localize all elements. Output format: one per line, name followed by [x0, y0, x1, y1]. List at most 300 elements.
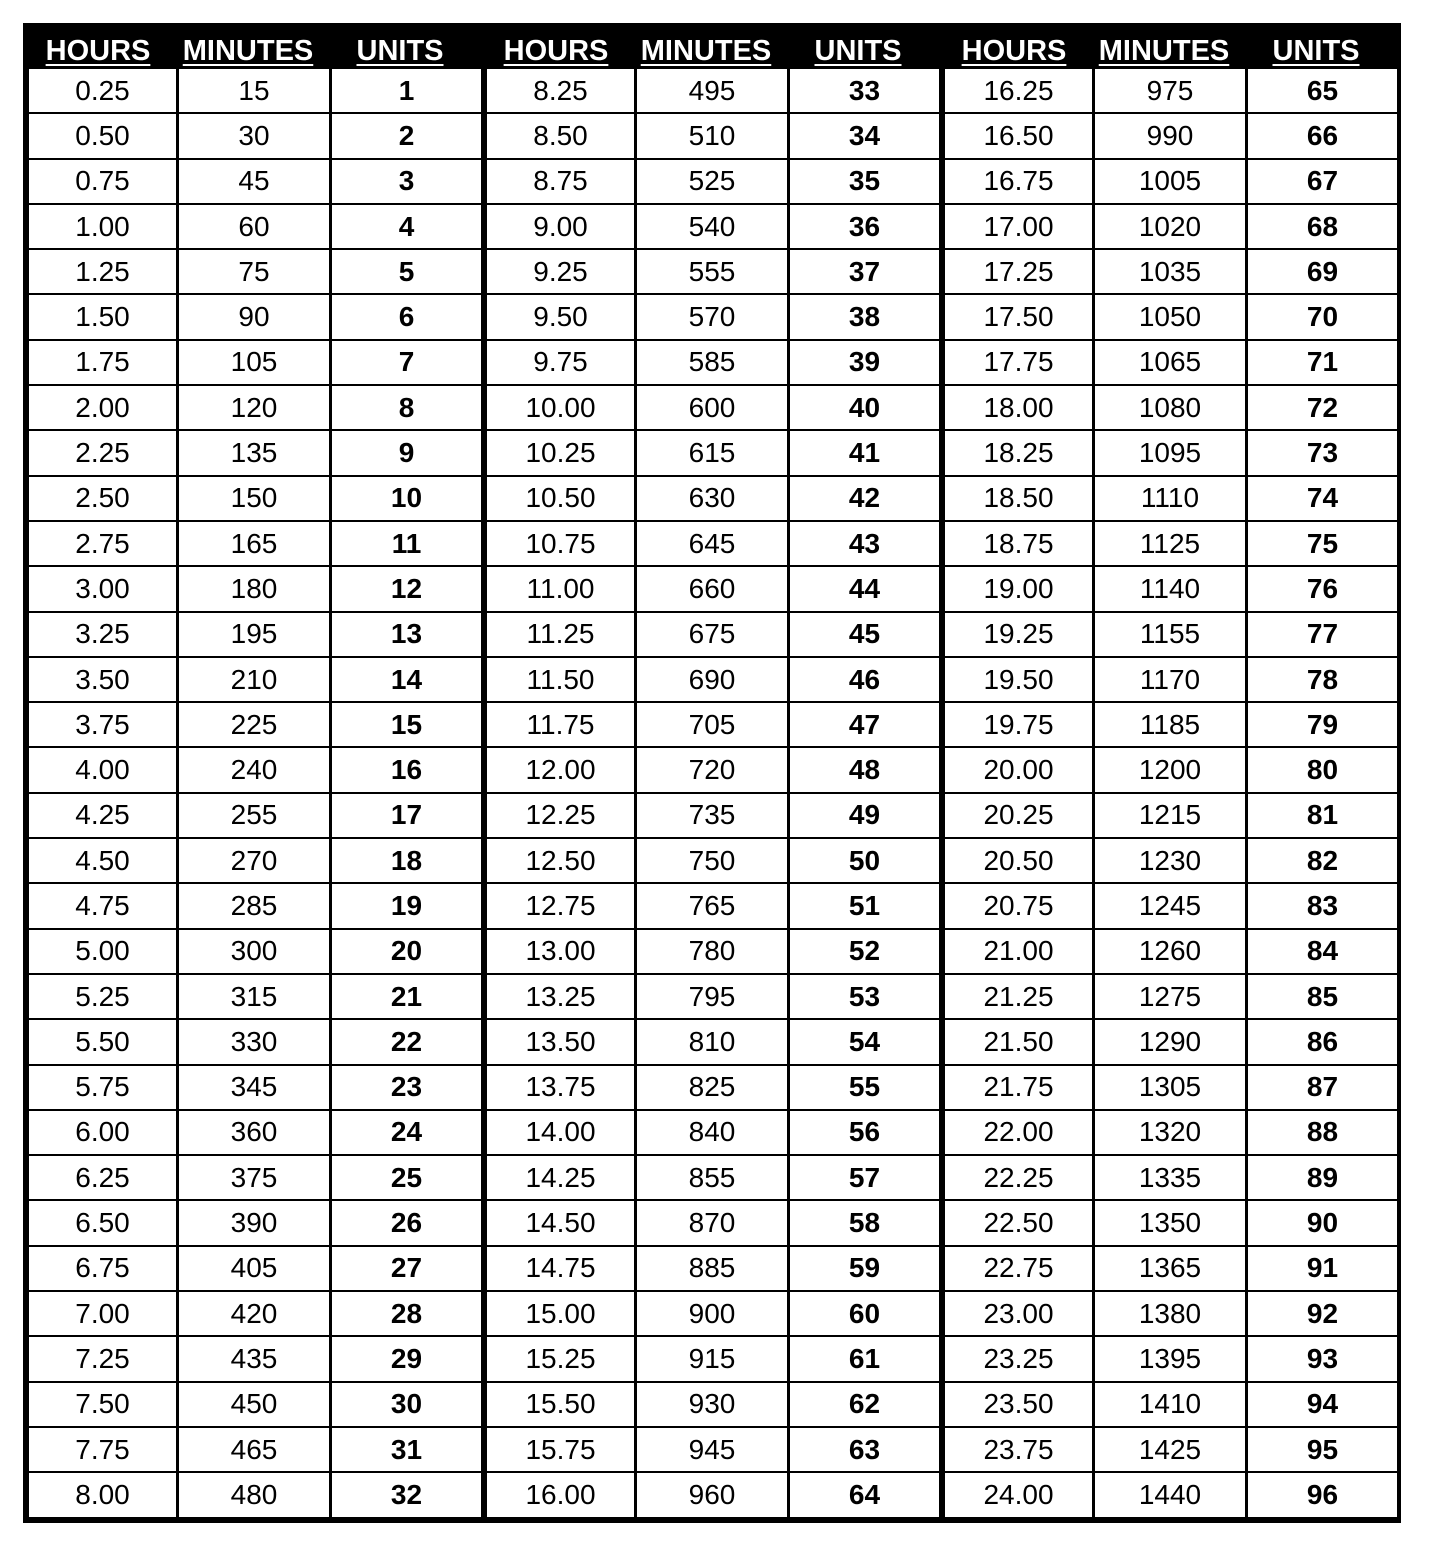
minutes-cell: 450 [179, 1383, 329, 1426]
minutes-cell: 405 [179, 1247, 329, 1290]
units-cell: 61 [790, 1337, 939, 1380]
hours-cell: 22.00 [945, 1111, 1092, 1154]
minutes-cell: 1215 [1095, 794, 1245, 837]
minutes-cell: 915 [637, 1337, 787, 1380]
hours-cell: 10.00 [487, 386, 634, 429]
units-cell: 96 [1248, 1473, 1397, 1516]
minutes-cell: 1245 [1095, 884, 1245, 927]
table-body [487, 69, 939, 1517]
units-cell: 64 [790, 1473, 939, 1516]
minutes-cell: 1005 [1095, 160, 1245, 203]
minutes-cell: 525 [637, 160, 787, 203]
hours-cell: 17.00 [945, 205, 1092, 248]
units-cell: 32 [332, 1473, 481, 1516]
units-cell: 46 [790, 658, 939, 701]
units-cell: 34 [790, 114, 939, 157]
minutes-cell: 765 [637, 884, 787, 927]
units-cell: 57 [790, 1156, 939, 1199]
hours-cell: 21.25 [945, 975, 1092, 1018]
minutes-cell: 615 [637, 431, 787, 474]
units-cell: 60 [790, 1292, 939, 1335]
minutes-cell: 1440 [1095, 1473, 1245, 1516]
hours-cell: 0.75 [29, 160, 176, 203]
units-header: UNITS [356, 35, 444, 67]
units-cell: 49 [790, 794, 939, 837]
minutes-cell: 990 [1095, 114, 1245, 157]
minutes-cell: 1410 [1095, 1383, 1245, 1426]
hours-cell: 9.25 [487, 250, 634, 293]
units-cell: 13 [332, 613, 481, 656]
hours-cell: 9.75 [487, 341, 634, 384]
hours-cell: 3.50 [29, 658, 176, 701]
hours-cell: 17.50 [945, 295, 1092, 338]
minutes-cell: 30 [179, 114, 329, 157]
units-cell: 11 [332, 522, 481, 565]
minutes-cell: 705 [637, 703, 787, 746]
hours-cell: 18.50 [945, 477, 1092, 520]
hours-cell: 7.00 [29, 1292, 176, 1335]
minutes-cell: 465 [179, 1428, 329, 1471]
units-cell: 66 [1248, 114, 1397, 157]
hours-cell: 8.50 [487, 114, 634, 157]
hours-cell: 18.00 [945, 386, 1092, 429]
hours-cell: 17.75 [945, 341, 1092, 384]
minutes-header: MINUTES [182, 35, 314, 67]
units-cell: 20 [332, 930, 481, 973]
header-row [939, 23, 1393, 69]
hours-cell: 22.25 [945, 1156, 1092, 1199]
units-cell: 78 [1248, 658, 1397, 701]
units-cell: 21 [332, 975, 481, 1018]
units-cell: 30 [332, 1383, 481, 1426]
units-cell: 16 [332, 748, 481, 791]
hours-cell: 11.25 [487, 613, 634, 656]
hours-cell: 6.25 [29, 1156, 176, 1199]
minutes-cell: 1320 [1095, 1111, 1245, 1154]
units-cell: 70 [1248, 295, 1397, 338]
hours-cell: 11.50 [487, 658, 634, 701]
hours-cell: 4.50 [29, 839, 176, 882]
units-cell: 4 [332, 205, 481, 248]
minutes-cell: 1065 [1095, 341, 1245, 384]
hours-cell: 7.75 [29, 1428, 176, 1471]
hours-cell: 12.75 [487, 884, 634, 927]
units-cell: 59 [790, 1247, 939, 1290]
minutes-cell: 555 [637, 250, 787, 293]
units-cell: 83 [1248, 884, 1397, 927]
minutes-cell: 735 [637, 794, 787, 837]
hours-cell: 13.75 [487, 1066, 634, 1109]
hours-cell: 3.75 [29, 703, 176, 746]
hours-cell: 2.25 [29, 431, 176, 474]
hours-header: HOURS [503, 35, 609, 67]
minutes-cell: 315 [179, 975, 329, 1018]
units-cell: 3 [332, 160, 481, 203]
units-cell: 39 [790, 341, 939, 384]
hours-cell: 9.50 [487, 295, 634, 338]
units-cell: 73 [1248, 431, 1397, 474]
minutes-cell: 1335 [1095, 1156, 1245, 1199]
hours-cell: 5.25 [29, 975, 176, 1018]
hours-cell: 16.50 [945, 114, 1092, 157]
minutes-cell: 900 [637, 1292, 787, 1335]
minutes-cell: 675 [637, 613, 787, 656]
minutes-cell: 345 [179, 1066, 329, 1109]
minutes-cell: 825 [637, 1066, 787, 1109]
minutes-cell: 645 [637, 522, 787, 565]
units-cell: 93 [1248, 1337, 1397, 1380]
units-cell: 18 [332, 839, 481, 882]
units-cell: 42 [790, 477, 939, 520]
minutes-cell: 1140 [1095, 567, 1245, 610]
hours-cell: 10.75 [487, 522, 634, 565]
hours-cell: 10.25 [487, 431, 634, 474]
minutes-cell: 690 [637, 658, 787, 701]
minutes-cell: 1155 [1095, 613, 1245, 656]
units-cell: 43 [790, 522, 939, 565]
minutes-cell: 1110 [1095, 477, 1245, 520]
hours-cell: 5.00 [29, 930, 176, 973]
units-cell: 36 [790, 205, 939, 248]
minutes-cell: 1095 [1095, 431, 1245, 474]
minutes-header: MINUTES [640, 35, 772, 67]
hours-cell: 8.25 [487, 69, 634, 112]
units-cell: 56 [790, 1111, 939, 1154]
minutes-cell: 240 [179, 748, 329, 791]
hours-cell: 12.50 [487, 839, 634, 882]
units-cell: 63 [790, 1428, 939, 1471]
hours-cell: 7.25 [29, 1337, 176, 1380]
minutes-cell: 960 [637, 1473, 787, 1516]
hours-cell: 23.25 [945, 1337, 1092, 1380]
hours-cell: 13.50 [487, 1020, 634, 1063]
units-cell: 17 [332, 794, 481, 837]
units-cell: 12 [332, 567, 481, 610]
hours-cell: 0.25 [29, 69, 176, 112]
units-cell: 87 [1248, 1066, 1397, 1109]
minutes-cell: 1350 [1095, 1201, 1245, 1244]
minutes-cell: 120 [179, 386, 329, 429]
minutes-cell: 1395 [1095, 1337, 1245, 1380]
minutes-cell: 375 [179, 1156, 329, 1199]
hours-cell: 13.00 [487, 930, 634, 973]
minutes-cell: 795 [637, 975, 787, 1018]
units-header: UNITS [814, 35, 902, 67]
minutes-cell: 105 [179, 341, 329, 384]
units-cell: 22 [332, 1020, 481, 1063]
units-cell: 58 [790, 1201, 939, 1244]
minutes-cell: 270 [179, 839, 329, 882]
minutes-cell: 45 [179, 160, 329, 203]
header-row [23, 23, 477, 69]
minutes-cell: 1290 [1095, 1020, 1245, 1063]
units-cell: 81 [1248, 794, 1397, 837]
units-cell: 79 [1248, 703, 1397, 746]
units-cell: 35 [790, 160, 939, 203]
units-cell: 94 [1248, 1383, 1397, 1426]
minutes-cell: 90 [179, 295, 329, 338]
minutes-cell: 165 [179, 522, 329, 565]
table-block-3 [939, 23, 1393, 1523]
units-cell: 68 [1248, 205, 1397, 248]
hours-cell: 17.25 [945, 250, 1092, 293]
hours-cell: 4.00 [29, 748, 176, 791]
minutes-cell: 225 [179, 703, 329, 746]
minutes-cell: 330 [179, 1020, 329, 1063]
hours-cell: 8.75 [487, 160, 634, 203]
hours-cell: 7.50 [29, 1383, 176, 1426]
hours-cell: 16.00 [487, 1473, 634, 1516]
hours-cell: 21.75 [945, 1066, 1092, 1109]
minutes-cell: 360 [179, 1111, 329, 1154]
table-body [29, 69, 481, 1517]
minutes-cell: 1200 [1095, 748, 1245, 791]
minutes-cell: 435 [179, 1337, 329, 1380]
hours-cell: 8.00 [29, 1473, 176, 1516]
hours-cell: 0.50 [29, 114, 176, 157]
units-cell: 69 [1248, 250, 1397, 293]
conversion-table [23, 23, 1401, 1523]
minutes-cell: 540 [637, 205, 787, 248]
hours-cell: 2.50 [29, 477, 176, 520]
hours-cell: 3.00 [29, 567, 176, 610]
hours-header: HOURS [961, 35, 1067, 67]
units-cell: 23 [332, 1066, 481, 1109]
minutes-cell: 855 [637, 1156, 787, 1199]
hours-cell: 21.50 [945, 1020, 1092, 1063]
minutes-cell: 1125 [1095, 522, 1245, 565]
units-cell: 71 [1248, 341, 1397, 384]
minutes-cell: 135 [179, 431, 329, 474]
units-cell: 40 [790, 386, 939, 429]
minutes-cell: 810 [637, 1020, 787, 1063]
hours-cell: 1.50 [29, 295, 176, 338]
hours-cell: 12.25 [487, 794, 634, 837]
hours-cell: 23.75 [945, 1428, 1092, 1471]
hours-cell: 22.50 [945, 1201, 1092, 1244]
minutes-cell: 510 [637, 114, 787, 157]
units-cell: 24 [332, 1111, 481, 1154]
units-cell: 31 [332, 1428, 481, 1471]
minutes-cell: 1170 [1095, 658, 1245, 701]
units-cell: 41 [790, 431, 939, 474]
units-cell: 33 [790, 69, 939, 112]
hours-cell: 3.25 [29, 613, 176, 656]
minutes-cell: 195 [179, 613, 329, 656]
minutes-cell: 1365 [1095, 1247, 1245, 1290]
hours-cell: 5.50 [29, 1020, 176, 1063]
units-cell: 90 [1248, 1201, 1397, 1244]
hours-cell: 20.75 [945, 884, 1092, 927]
units-cell: 74 [1248, 477, 1397, 520]
units-cell: 37 [790, 250, 939, 293]
table-block-2 [481, 23, 935, 1523]
minutes-cell: 885 [637, 1247, 787, 1290]
minutes-cell: 570 [637, 295, 787, 338]
hours-cell: 19.25 [945, 613, 1092, 656]
minutes-cell: 780 [637, 930, 787, 973]
minutes-cell: 945 [637, 1428, 787, 1471]
minutes-cell: 975 [1095, 69, 1245, 112]
units-cell: 2 [332, 114, 481, 157]
minutes-cell: 930 [637, 1383, 787, 1426]
minutes-cell: 720 [637, 748, 787, 791]
units-cell: 25 [332, 1156, 481, 1199]
units-cell: 86 [1248, 1020, 1397, 1063]
hours-cell: 4.25 [29, 794, 176, 837]
units-cell: 80 [1248, 748, 1397, 791]
hours-cell: 6.00 [29, 1111, 176, 1154]
units-cell: 89 [1248, 1156, 1397, 1199]
hours-cell: 24.00 [945, 1473, 1092, 1516]
hours-cell: 15.25 [487, 1337, 634, 1380]
hours-cell: 23.00 [945, 1292, 1092, 1335]
header-row [481, 23, 935, 69]
hours-cell: 4.75 [29, 884, 176, 927]
units-cell: 38 [790, 295, 939, 338]
units-cell: 82 [1248, 839, 1397, 882]
units-header: UNITS [1272, 35, 1360, 67]
minutes-cell: 75 [179, 250, 329, 293]
units-cell: 65 [1248, 69, 1397, 112]
hours-cell: 12.00 [487, 748, 634, 791]
table-block-1 [23, 23, 477, 1523]
units-cell: 45 [790, 613, 939, 656]
units-cell: 77 [1248, 613, 1397, 656]
units-cell: 84 [1248, 930, 1397, 973]
minutes-cell: 390 [179, 1201, 329, 1244]
minutes-cell: 750 [637, 839, 787, 882]
hours-cell: 19.75 [945, 703, 1092, 746]
units-cell: 75 [1248, 522, 1397, 565]
minutes-cell: 420 [179, 1292, 329, 1335]
hours-cell: 23.50 [945, 1383, 1092, 1426]
units-cell: 51 [790, 884, 939, 927]
hours-cell: 15.50 [487, 1383, 634, 1426]
hours-cell: 13.25 [487, 975, 634, 1018]
units-cell: 95 [1248, 1428, 1397, 1471]
minutes-cell: 210 [179, 658, 329, 701]
units-cell: 26 [332, 1201, 481, 1244]
units-cell: 67 [1248, 160, 1397, 203]
minutes-cell: 600 [637, 386, 787, 429]
units-cell: 15 [332, 703, 481, 746]
units-cell: 14 [332, 658, 481, 701]
hours-header: HOURS [45, 35, 151, 67]
minutes-cell: 1230 [1095, 839, 1245, 882]
minutes-cell: 1020 [1095, 205, 1245, 248]
hours-cell: 1.25 [29, 250, 176, 293]
minutes-header: MINUTES [1098, 35, 1230, 67]
hours-cell: 2.75 [29, 522, 176, 565]
minutes-cell: 585 [637, 341, 787, 384]
units-cell: 10 [332, 477, 481, 520]
hours-cell: 16.25 [945, 69, 1092, 112]
minutes-cell: 1275 [1095, 975, 1245, 1018]
hours-cell: 20.25 [945, 794, 1092, 837]
minutes-cell: 255 [179, 794, 329, 837]
units-cell: 54 [790, 1020, 939, 1063]
hours-cell: 11.00 [487, 567, 634, 610]
units-cell: 50 [790, 839, 939, 882]
hours-cell: 15.75 [487, 1428, 634, 1471]
units-cell: 52 [790, 930, 939, 973]
hours-cell: 22.75 [945, 1247, 1092, 1290]
hours-cell: 9.00 [487, 205, 634, 248]
hours-cell: 1.75 [29, 341, 176, 384]
units-cell: 9 [332, 431, 481, 474]
hours-cell: 5.75 [29, 1066, 176, 1109]
minutes-cell: 480 [179, 1473, 329, 1516]
minutes-cell: 1050 [1095, 295, 1245, 338]
units-cell: 28 [332, 1292, 481, 1335]
units-cell: 92 [1248, 1292, 1397, 1335]
units-cell: 6 [332, 295, 481, 338]
hours-cell: 18.25 [945, 431, 1092, 474]
hours-cell: 19.00 [945, 567, 1092, 610]
units-cell: 5 [332, 250, 481, 293]
minutes-cell: 1305 [1095, 1066, 1245, 1109]
hours-cell: 6.75 [29, 1247, 176, 1290]
hours-cell: 18.75 [945, 522, 1092, 565]
minutes-cell: 1185 [1095, 703, 1245, 746]
minutes-cell: 300 [179, 930, 329, 973]
minutes-cell: 1080 [1095, 386, 1245, 429]
units-cell: 7 [332, 341, 481, 384]
minutes-cell: 150 [179, 477, 329, 520]
units-cell: 91 [1248, 1247, 1397, 1290]
units-cell: 88 [1248, 1111, 1397, 1154]
hours-cell: 20.00 [945, 748, 1092, 791]
minutes-cell: 1380 [1095, 1292, 1245, 1335]
units-cell: 29 [332, 1337, 481, 1380]
table-body [945, 69, 1397, 1517]
hours-cell: 20.50 [945, 839, 1092, 882]
hours-cell: 14.50 [487, 1201, 634, 1244]
units-cell: 53 [790, 975, 939, 1018]
units-cell: 55 [790, 1066, 939, 1109]
hours-cell: 11.75 [487, 703, 634, 746]
hours-cell: 2.00 [29, 386, 176, 429]
hours-cell: 6.50 [29, 1201, 176, 1244]
hours-cell: 14.25 [487, 1156, 634, 1199]
minutes-cell: 1425 [1095, 1428, 1245, 1471]
units-cell: 85 [1248, 975, 1397, 1018]
units-cell: 1 [332, 69, 481, 112]
units-cell: 44 [790, 567, 939, 610]
minutes-cell: 1260 [1095, 930, 1245, 973]
hours-cell: 19.50 [945, 658, 1092, 701]
hours-cell: 16.75 [945, 160, 1092, 203]
hours-cell: 1.00 [29, 205, 176, 248]
hours-cell: 15.00 [487, 1292, 634, 1335]
units-cell: 72 [1248, 386, 1397, 429]
units-cell: 8 [332, 386, 481, 429]
units-cell: 48 [790, 748, 939, 791]
minutes-cell: 840 [637, 1111, 787, 1154]
units-cell: 62 [790, 1383, 939, 1426]
minutes-cell: 180 [179, 567, 329, 610]
units-cell: 47 [790, 703, 939, 746]
minutes-cell: 1035 [1095, 250, 1245, 293]
hours-cell: 21.00 [945, 930, 1092, 973]
minutes-cell: 15 [179, 69, 329, 112]
minutes-cell: 660 [637, 567, 787, 610]
hours-cell: 14.75 [487, 1247, 634, 1290]
units-cell: 19 [332, 884, 481, 927]
units-cell: 27 [332, 1247, 481, 1290]
minutes-cell: 495 [637, 69, 787, 112]
